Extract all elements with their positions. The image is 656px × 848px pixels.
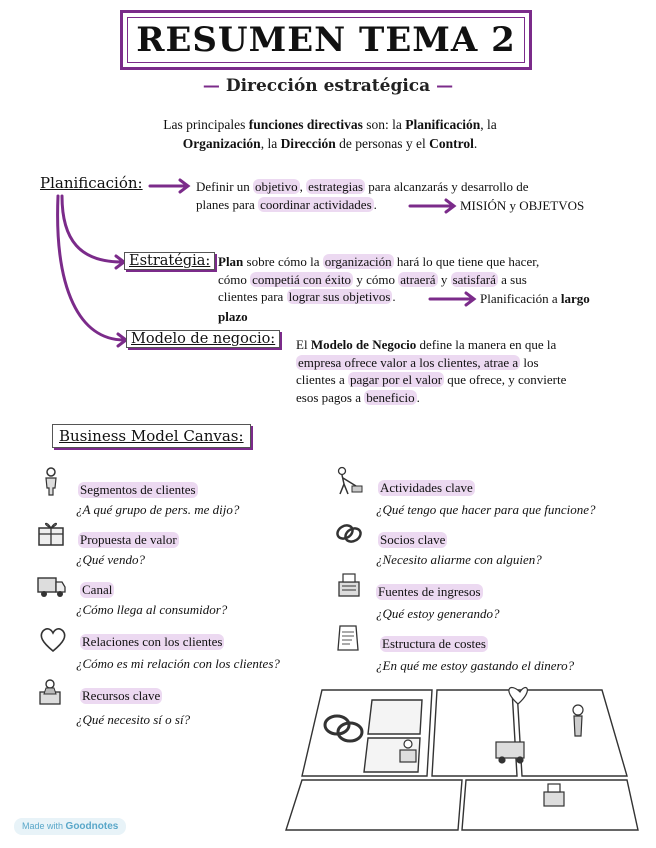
- highlight: empresa ofrece valor a los clientes, atrae a: [298, 354, 519, 370]
- text: .: [392, 289, 396, 304]
- canvas-worker-icon: [400, 750, 416, 762]
- chain-icon: [334, 518, 364, 548]
- canvas-person-icon: [573, 705, 583, 715]
- goodnotes-watermark: [14, 818, 126, 835]
- bmc-item: [36, 570, 336, 622]
- bmc-title: Estructura de costes: [382, 636, 486, 651]
- canvas-block-costs: [286, 780, 462, 830]
- canvas-person-body: [574, 716, 582, 736]
- bmc-title: Segmentos de clientes: [80, 482, 196, 497]
- bmc-item: [334, 518, 654, 570]
- canvas-block-value: [432, 690, 517, 776]
- bmc-title: Recursos clave: [82, 688, 161, 703]
- bmc-right-column: [334, 466, 654, 674]
- text: a sus: [497, 271, 527, 287]
- text: ,: [299, 179, 307, 194]
- bold: Modelo de Negocio: [310, 337, 417, 352]
- bmc-item: [36, 622, 336, 674]
- watermark-brand: Goodnotes: [65, 821, 119, 832]
- intro-text: Las principales: [163, 117, 249, 132]
- text: clientes para: [218, 289, 287, 304]
- text: define la manera en que la: [416, 337, 557, 352]
- intro-bold: Control: [429, 136, 474, 151]
- intro-text: de personas y el: [335, 136, 430, 151]
- text: El: [296, 337, 311, 352]
- canvas-block-activities: [368, 700, 422, 734]
- bmc-canvas-illustration: [282, 680, 642, 840]
- canvas-worker-head: [404, 740, 412, 748]
- intro-bold: funciones directivas: [248, 117, 363, 132]
- bmc-heading: Business Model Canvas:: [52, 424, 251, 448]
- bmc-question: ¿Cómo es mi relación con los clientes?: [76, 656, 280, 671]
- bill-icon: [334, 622, 364, 652]
- highlight: beneficio: [366, 389, 415, 405]
- highlight: pagar por el valor: [349, 372, 443, 387]
- gift-icon: [36, 518, 66, 548]
- page-title: RESUMEN TEMA 2: [136, 20, 516, 60]
- dash-left: —: [202, 76, 226, 96]
- mower-icon: [334, 466, 364, 496]
- intro-text: , la: [260, 136, 281, 151]
- text: cómo: [218, 271, 251, 287]
- intro-bold: Planificación: [405, 117, 481, 132]
- mision-objetivos: MISIÓN y OBJETVOS: [460, 198, 585, 213]
- canvas-wheel: [517, 757, 523, 763]
- highlight: lograr sus objetivos: [288, 289, 391, 304]
- plazo-text: [218, 308, 248, 326]
- arrow-to-estrategia: [62, 196, 122, 262]
- canvas-block-segments: [517, 690, 627, 776]
- bold: plazo: [218, 309, 248, 324]
- largo-plazo-result: [480, 290, 590, 308]
- bmc-title: Socios clave: [380, 532, 446, 547]
- bmc-title: Propuesta de valor: [80, 532, 177, 547]
- bmc-title: Canal: [82, 582, 113, 597]
- bmc-title: Relaciones con los clientes: [82, 634, 223, 649]
- bmc-question: ¿Qué tengo que hacer para que funcione?: [376, 502, 596, 517]
- heart-icon: [38, 624, 68, 654]
- text: los: [520, 354, 539, 370]
- text: clientes a: [296, 372, 348, 387]
- text: .: [416, 389, 420, 405]
- canvas-register-top: [548, 784, 560, 792]
- highlight: competiá con éxito: [252, 271, 352, 287]
- text: para alcanzarás y desarrollo de: [365, 179, 529, 194]
- register-icon: [334, 570, 364, 600]
- bmc-question: ¿Necesito aliarme con alguien?: [376, 552, 542, 567]
- bold: Plan: [218, 254, 244, 269]
- text: y cómo: [353, 271, 399, 287]
- bmc-question: ¿Qué vendo?: [76, 552, 145, 567]
- intro-text: son: la: [362, 117, 406, 132]
- bmc-question: ¿A qué grupo de pers. me dijo?: [76, 502, 240, 517]
- text: planes para: [196, 196, 259, 212]
- truck-icon: [36, 570, 66, 600]
- bmc-item: [36, 518, 336, 570]
- intro-bold: Dirección: [280, 136, 336, 151]
- highlight: estrategias: [308, 179, 364, 194]
- text: hará lo que tiene que hacer,: [393, 254, 540, 269]
- canvas-register-icon: [544, 792, 564, 806]
- intro-text: , la: [480, 117, 497, 132]
- bmc-item: [334, 622, 654, 674]
- bmc-title: Fuentes de ingresos: [378, 584, 481, 599]
- text: sobre cómo la: [243, 254, 323, 269]
- dash-right: —: [430, 76, 454, 96]
- text: Planificación a: [480, 291, 561, 306]
- watermark-text: Made with: [22, 821, 64, 831]
- text: que ofrece, y convierte: [444, 372, 567, 387]
- text: Definir un: [196, 179, 254, 194]
- intro-bold: Organización: [182, 136, 261, 151]
- highlight: organización: [324, 254, 392, 269]
- canvas-wheel: [499, 757, 505, 763]
- bmc-title: Actividades clave: [380, 480, 473, 495]
- bmc-item: [334, 570, 654, 622]
- bmc-question: ¿Cómo llega al consumidor?: [76, 602, 228, 617]
- worker-icon: [36, 678, 66, 708]
- planificacion-label: Planificación:: [40, 174, 143, 192]
- bmc-question: ¿Qué necesito sí o sí?: [76, 712, 191, 727]
- person-icon: [36, 466, 66, 496]
- estrategia-label: Estratégia:: [124, 252, 215, 270]
- canvas-truck-icon: [496, 742, 524, 758]
- highlight: satisfará: [452, 271, 496, 287]
- bmc-question: ¿En qué me estoy gastando el dinero?: [376, 658, 575, 673]
- bmc-item: [36, 466, 336, 518]
- bmc-item: [334, 466, 654, 518]
- highlight: coordinar actividades: [260, 196, 372, 212]
- text: .: [373, 196, 377, 212]
- text: esos pagos a: [296, 389, 365, 405]
- subtitle-text: Dirección estratégica: [225, 76, 431, 96]
- highlight: atraerá: [400, 271, 436, 287]
- bold: largo: [560, 291, 590, 306]
- text: y: [437, 271, 451, 287]
- intro-text: .: [473, 136, 478, 151]
- bmc-question: ¿Qué estoy generando?: [376, 606, 500, 621]
- arrow-to-modelo: [58, 196, 124, 340]
- modelo-label: Modelo de negocio:: [126, 330, 280, 348]
- modelo-text: [296, 336, 636, 406]
- highlight: objetivo: [255, 179, 298, 194]
